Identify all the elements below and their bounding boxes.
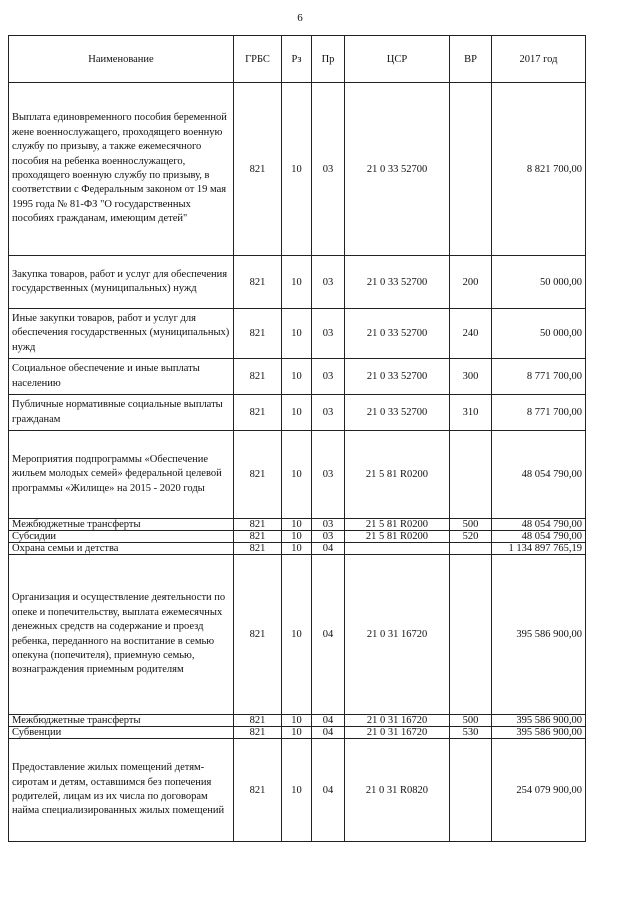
- header-rz: Рз: [282, 36, 312, 83]
- table-row: [9, 519, 586, 531]
- row-grbs: 821: [234, 359, 282, 395]
- row-rz: 10: [282, 431, 312, 519]
- row-csr: 21 0 33 52700: [345, 359, 450, 395]
- table-row: [9, 395, 586, 431]
- table-row: [9, 431, 586, 519]
- row-csr: 21 0 31 R0820: [345, 739, 450, 842]
- row-pr: 04: [312, 727, 345, 739]
- row-amount: 8 771 700,00: [492, 359, 586, 395]
- row-amount: 8 821 700,00: [492, 83, 586, 256]
- row-grbs: 821: [234, 531, 282, 543]
- row-amount: 395 586 900,00: [492, 715, 586, 727]
- row-name: Межбюджетные трансферты: [9, 715, 234, 727]
- row-pr: 04: [312, 715, 345, 727]
- row-grbs: 821: [234, 309, 282, 359]
- row-vr: 520: [450, 531, 492, 543]
- row-amount: 254 079 900,00: [492, 739, 586, 842]
- row-csr: 21 5 81 R0200: [345, 519, 450, 531]
- header-pr: Пр: [312, 36, 345, 83]
- row-amount: 48 054 790,00: [492, 519, 586, 531]
- row-amount: 48 054 790,00: [492, 531, 586, 543]
- row-pr: 03: [312, 519, 345, 531]
- row-name: Охрана семьи и детства: [9, 543, 234, 555]
- header-grbs: ГРБС: [234, 36, 282, 83]
- row-csr: 21 0 31 16720: [345, 555, 450, 715]
- row-vr: 530: [450, 727, 492, 739]
- row-vr: 200: [450, 256, 492, 309]
- table-row: [9, 359, 586, 395]
- row-csr: 21 5 81 R0200: [345, 531, 450, 543]
- row-rz: 10: [282, 715, 312, 727]
- page-number: 6: [297, 12, 303, 24]
- row-csr: [345, 543, 450, 555]
- row-name: Иные закупки товаров, работ и услуг для обеспечения государственных (муниципальных) нужд: [9, 309, 234, 359]
- row-pr: 04: [312, 555, 345, 715]
- header-name: Наименование: [9, 36, 234, 83]
- row-grbs: 821: [234, 543, 282, 555]
- row-csr: 21 0 31 16720: [345, 727, 450, 739]
- row-rz: 10: [282, 83, 312, 256]
- row-grbs: 821: [234, 395, 282, 431]
- row-csr: 21 0 33 52700: [345, 83, 450, 256]
- row-vr: 500: [450, 519, 492, 531]
- row-grbs: 821: [234, 256, 282, 309]
- row-vr: 300: [450, 359, 492, 395]
- row-grbs: 821: [234, 431, 282, 519]
- row-pr: 03: [312, 359, 345, 395]
- row-name: Социальное обеспечение и иные выплаты населению: [9, 359, 234, 395]
- table-row: [9, 531, 586, 543]
- row-rz: 10: [282, 359, 312, 395]
- row-rz: 10: [282, 555, 312, 715]
- row-name: Публичные нормативные социальные выплаты гражданам: [9, 395, 234, 431]
- row-vr: [450, 83, 492, 256]
- table-row: [9, 543, 586, 555]
- row-pr: 03: [312, 309, 345, 359]
- row-pr: 04: [312, 739, 345, 842]
- row-pr: 03: [312, 531, 345, 543]
- row-amount: 1 134 897 765,19: [492, 543, 586, 555]
- row-csr: 21 0 31 16720: [345, 715, 450, 727]
- row-rz: 10: [282, 543, 312, 555]
- table-row: [9, 727, 586, 739]
- table-row: [9, 715, 586, 727]
- row-pr: 03: [312, 83, 345, 256]
- row-rz: 10: [282, 519, 312, 531]
- row-grbs: 821: [234, 727, 282, 739]
- row-grbs: 821: [234, 519, 282, 531]
- table-row: [9, 739, 586, 842]
- row-vr: [450, 739, 492, 842]
- table-row: [9, 555, 586, 715]
- row-amount: 48 054 790,00: [492, 431, 586, 519]
- row-name: Межбюджетные трансферты: [9, 519, 234, 531]
- row-pr: 03: [312, 256, 345, 309]
- row-grbs: 821: [234, 739, 282, 842]
- row-name: Выплата единовременного пособия беременной жене военнослужащего, проходящего военную службу по призыву, а также ежемесячного пособия на ребенка военнослужащего, проходящего военную службу по призыву, в соответствии с Федеральным законом от 19 мая 1995 года № 81-ФЗ "О государственных пособиях гражданам, имеющим детей": [9, 83, 234, 256]
- row-amount: 395 586 900,00: [492, 727, 586, 739]
- budget-table: [8, 35, 586, 842]
- row-rz: 10: [282, 531, 312, 543]
- row-name: Предоставление жилых помещений детям-сиротам и детям, оставшимся без попечения родителей, лицам из их числа по договорам найма специализированных жилых помещений: [9, 739, 234, 842]
- row-csr: 21 0 33 52700: [345, 256, 450, 309]
- row-vr: [450, 431, 492, 519]
- table-row: [9, 309, 586, 359]
- row-csr: 21 5 81 R0200: [345, 431, 450, 519]
- row-pr: 03: [312, 395, 345, 431]
- row-name: Субвенции: [9, 727, 234, 739]
- row-rz: 10: [282, 309, 312, 359]
- row-grbs: 821: [234, 715, 282, 727]
- row-csr: 21 0 33 52700: [345, 309, 450, 359]
- row-name: Закупка товаров, работ и услуг для обеспечения государственных (муниципальных) нужд: [9, 256, 234, 309]
- row-amount: 395 586 900,00: [492, 555, 586, 715]
- row-csr: 21 0 33 52700: [345, 395, 450, 431]
- row-amount: 50 000,00: [492, 256, 586, 309]
- row-vr: [450, 555, 492, 715]
- row-rz: 10: [282, 395, 312, 431]
- table-row: [9, 83, 586, 256]
- row-grbs: 821: [234, 555, 282, 715]
- header-vr: ВР: [450, 36, 492, 83]
- row-vr: 500: [450, 715, 492, 727]
- row-rz: 10: [282, 727, 312, 739]
- table-row: [9, 256, 586, 309]
- row-pr: 04: [312, 543, 345, 555]
- row-amount: 50 000,00: [492, 309, 586, 359]
- row-rz: 10: [282, 256, 312, 309]
- row-name: Субсидии: [9, 531, 234, 543]
- row-name: Мероприятия подпрограммы «Обеспечение жильем молодых семей» федеральной целевой программы «Жилище» на 2015 - 2020 годы: [9, 431, 234, 519]
- row-vr: [450, 543, 492, 555]
- row-rz: 10: [282, 739, 312, 842]
- row-pr: 03: [312, 431, 345, 519]
- row-amount: 8 771 700,00: [492, 395, 586, 431]
- header-row: [9, 36, 586, 83]
- row-grbs: 821: [234, 83, 282, 256]
- row-vr: 310: [450, 395, 492, 431]
- header-amount: 2017 год: [492, 36, 586, 83]
- header-csr: ЦСР: [345, 36, 450, 83]
- row-name: Организация и осуществление деятельности по опеке и попечительству, выплата ежемесячных денежных средств на содержание и проезд ребенка, переданного на воспитание в семью опекуна (попечителя), приемную семью, вознаграждения приемным родителям: [9, 555, 234, 715]
- row-vr: 240: [450, 309, 492, 359]
